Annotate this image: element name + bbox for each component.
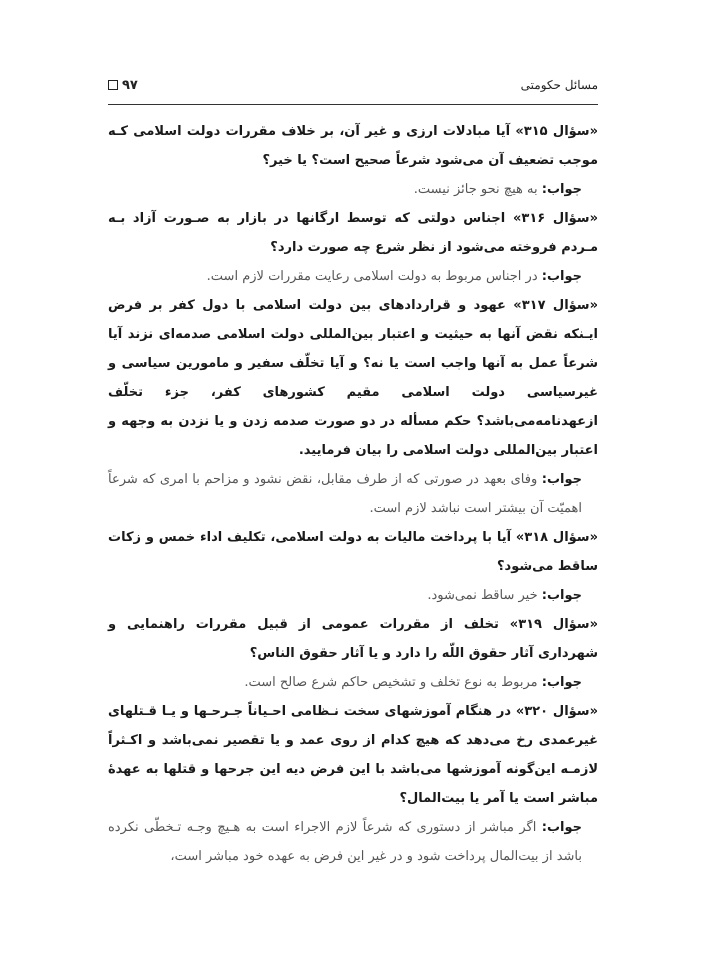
answer-text (108, 262, 598, 291)
answer-text (108, 581, 598, 610)
qa-item (108, 117, 598, 204)
answer-text (108, 465, 598, 523)
answer-label: جواب: (541, 182, 582, 197)
page-number-block (108, 78, 138, 93)
answer-label: جواب: (541, 675, 582, 690)
answer-body: اگر مباشر از دستوری که شرعاً لازم الاجراء است به هـیچ وجـه تـخطّی نکرده باشد از بیت‌المال پرداخت شود و در غیر این فرض به عهده خود مباشر است، (108, 820, 582, 864)
answer-label: جواب: (541, 588, 582, 603)
answer-text (108, 668, 598, 697)
document-page (108, 72, 598, 871)
question-text: «سؤال ۳۱۷» عهود و قراردادهای بین دولت اسلامی با دول کفر بر فرض ایـنکه نقض آنها به حیثیت و اعتبار بین‌المللی دولت اسلامی صدمه‌ای نزند آیا شرعاً عمل به آنها واجب است یا نه؟ و آیا تخلّف سفیر و مامورین سیاسی و غیرسیاسی دولت اسلامی مقیم کشورهای کفر، جزء تخلّف ازعهدنامه‌می‌باشد؟ حکم مسأله در دو صورت صدمه زدن و یا نزدن به وجهه و اعتبار بین‌المللی دولت اسلامی را بیان فرمایید. (108, 298, 598, 458)
running-title: مسائل حکومتی (520, 78, 598, 92)
square-icon (108, 80, 118, 90)
answer-body: به هیچ نحو جائز نیست. (413, 182, 542, 197)
page-header (108, 72, 598, 98)
answer-text (108, 175, 598, 204)
header-rule (108, 104, 598, 105)
answer-body: وفای بعهد در صورتی که از طرف مقابل، نقض نشود و مزاحم با امری که شرعاً اهمیّت آن بیشتر است نباشد لازم است. (108, 472, 582, 516)
question-text: «سؤال ۳۱۶» اجناس دولتی که توسط ارگانها در بازار به صـورت آزاد بـه مـردم فروخته می‌شود از نظر شرع چه صورت دارد؟ (108, 211, 598, 255)
answer-text (108, 813, 598, 871)
answer-label: جواب: (541, 269, 582, 284)
question-text: «سؤال ۳۱۵» آیا مبادلات ارزی و غیر آن، بر خلاف مقررات دولت اسلامی کـه موجب تضعیف آن می‌شود شرعاً صحیح است؟ یا خیر؟ (108, 124, 598, 168)
answer-body: مربوط به نوع تخلف و تشخیص حاکم شرع صالح است. (244, 675, 542, 690)
qa-item (108, 523, 598, 610)
question-text: «سؤال ۳۲۰» در هنگام آموزشهای سخت نـظامی احـیاناً جـرحـها و یـا قـتلهای غیرعمدی رخ می‌دهد که هیچ کدام از روی عمد و یا تقصیر نمی‌باشد و اکـثراً لازمـه این‌گونه آموزشها می‌باشد با این فرض دیه این جرحها و قتلها به عهدهٔ مباشر است یا آمر یا بیت‌المال؟ (108, 704, 598, 806)
question-text: «سؤال ۳۱۹» تخلف از مقررات عمومی از قبیل مقررات راهنمایی و شهرداری آثار حقوق اللّه را دارد و یا آثار حقوق الناس؟ (108, 617, 598, 661)
qa-item (108, 697, 598, 871)
answer-body: خیر ساقط نمی‌شود. (427, 588, 542, 603)
qa-item (108, 291, 598, 523)
answer-label: جواب: (541, 472, 582, 487)
qa-item (108, 610, 598, 697)
answer-body: در اجناس مربوط به دولت اسلامی رعایت مقررات لازم است. (206, 269, 542, 284)
answer-label: جواب: (541, 820, 582, 835)
question-text: «سؤال ۳۱۸» آیا با پرداخت مالیات به دولت اسلامی، تکلیف اداء خمس و زکات ساقط می‌شود؟ (108, 530, 598, 574)
page-number: ۹۷ (122, 77, 138, 93)
qa-item (108, 204, 598, 291)
